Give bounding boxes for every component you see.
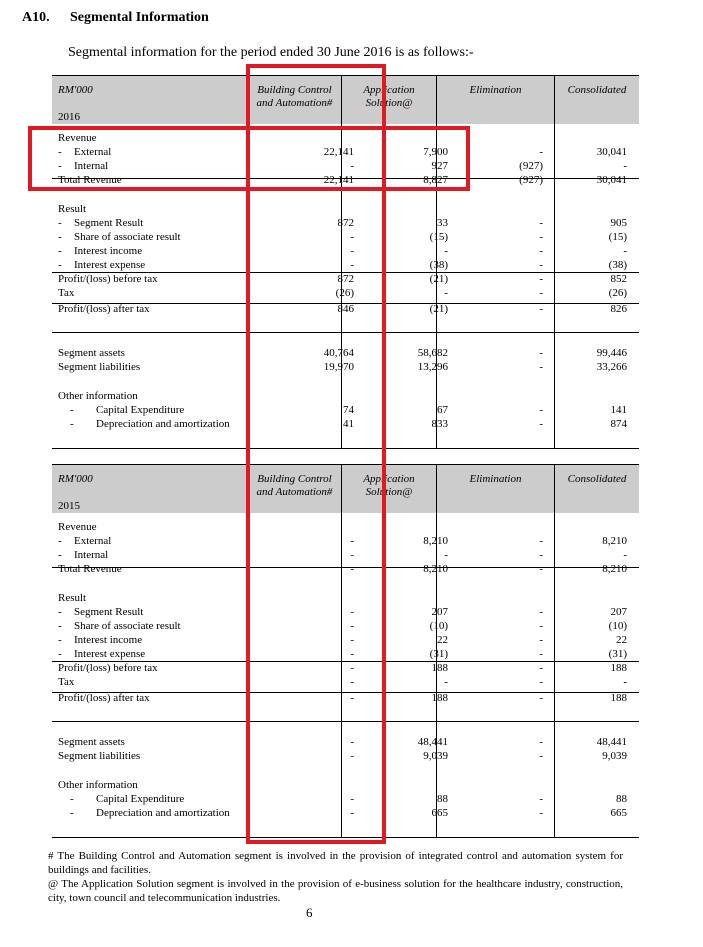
header-elimination: Elimination xyxy=(469,84,522,96)
cell-elimination: (927) xyxy=(519,174,543,186)
cell-elimination: - xyxy=(539,606,543,618)
row-label xyxy=(58,534,111,548)
cell-consolidated: 665 xyxy=(610,807,627,819)
cell-consolidated: 852 xyxy=(610,273,627,285)
cell-elimination: - xyxy=(539,303,543,315)
cell-building-control: - xyxy=(350,160,354,172)
row-label-text: Tax xyxy=(58,287,75,299)
cell-application-solution: 188 xyxy=(431,692,448,704)
cell-elimination: - xyxy=(539,750,543,762)
row-label-text: Other information xyxy=(58,390,138,402)
cell-application-solution: (15) xyxy=(429,231,448,243)
row-label xyxy=(58,591,86,605)
year-label: 2015 xyxy=(58,500,80,512)
cell-consolidated: (38) xyxy=(608,259,627,271)
cell-building-control: 22,141 xyxy=(323,146,354,158)
row-label-text: Depreciation and amortization xyxy=(96,418,230,430)
cell-consolidated: 9,039 xyxy=(602,750,627,762)
row-label xyxy=(58,286,74,300)
header-building-control-1: Building Control xyxy=(257,84,332,96)
cell-building-control: (26) xyxy=(335,287,354,299)
cell-application-solution: (31) xyxy=(429,648,448,660)
row-label-text: Share of associate result xyxy=(74,620,181,632)
cell-elimination: - xyxy=(539,648,543,660)
row-label xyxy=(58,272,158,286)
row-label-text: Tax xyxy=(58,676,75,688)
row-label-text: Interest income xyxy=(74,245,143,257)
header-building-control-1: Building Control xyxy=(257,473,332,485)
cell-building-control: - xyxy=(350,231,354,243)
cell-application-solution: 33 xyxy=(437,217,448,229)
cell-application-solution: (10) xyxy=(429,620,448,632)
intro-text: Segmental information for the period ended 30 June 2016 is as follows:- xyxy=(68,45,474,60)
cell-elimination: - xyxy=(539,736,543,748)
cell-application-solution: 48,441 xyxy=(417,736,448,748)
row-label xyxy=(58,520,96,534)
header-consolidated: Consolidated xyxy=(567,473,627,485)
cell-building-control: - xyxy=(350,676,354,688)
header-elimination: Elimination xyxy=(469,473,522,485)
cell-building-control: - xyxy=(350,259,354,271)
cell-consolidated: - xyxy=(623,549,627,561)
row-label xyxy=(58,360,140,374)
year-label: 2016 xyxy=(58,111,80,123)
cell-consolidated: 141 xyxy=(610,404,627,416)
cell-application-solution: - xyxy=(444,287,448,299)
cell-application-solution: 8,210 xyxy=(423,535,448,547)
cell-consolidated: 30,041 xyxy=(596,174,627,186)
cell-elimination: - xyxy=(539,259,543,271)
row-label-text: Share of associate result xyxy=(74,231,181,243)
cell-elimination: - xyxy=(539,563,543,575)
cell-elimination: - xyxy=(539,231,543,243)
cell-application-solution: (21) xyxy=(429,273,448,285)
cell-elimination: - xyxy=(539,404,543,416)
row-label xyxy=(58,230,181,244)
cell-consolidated: - xyxy=(623,160,627,172)
row-label xyxy=(58,258,145,272)
row-label-text: External xyxy=(74,146,112,158)
cell-application-solution: 8,827 xyxy=(423,174,448,186)
row-label xyxy=(58,389,138,403)
cell-application-solution: 7,900 xyxy=(423,146,448,158)
row-label xyxy=(58,633,142,647)
cell-application-solution: 22 xyxy=(437,634,448,646)
cell-building-control: - xyxy=(350,245,354,257)
cell-elimination: (927) xyxy=(519,160,543,172)
row-label-text: Result xyxy=(58,203,87,215)
cell-application-solution: - xyxy=(444,676,448,688)
row-label-text: Depreciation and amortization xyxy=(96,807,230,819)
footnote-application-solution: @ The Application Solution segment is involved in the provision of e-business solution for the healthcare industry, construction, city, town council and telecommunication industries. xyxy=(48,878,623,904)
row-label-text: Interest income xyxy=(74,634,143,646)
cell-building-control: - xyxy=(350,549,354,561)
cell-elimination: - xyxy=(539,549,543,561)
unit-label: RM'000 xyxy=(58,473,93,485)
row-label xyxy=(58,302,150,316)
row-label xyxy=(58,417,230,431)
cell-application-solution: 88 xyxy=(437,793,448,805)
row-label xyxy=(58,403,184,417)
cell-building-control: - xyxy=(350,692,354,704)
cell-consolidated: 826 xyxy=(610,303,627,315)
row-label xyxy=(58,675,74,689)
cell-elimination: - xyxy=(539,662,543,674)
cell-building-control: 872 xyxy=(337,273,354,285)
cell-consolidated: 188 xyxy=(610,692,627,704)
cell-consolidated: 905 xyxy=(610,217,627,229)
cell-elimination: - xyxy=(539,692,543,704)
cell-consolidated: 874 xyxy=(610,418,627,430)
cell-building-control: - xyxy=(350,535,354,547)
cell-application-solution: 665 xyxy=(431,807,448,819)
cell-elimination: - xyxy=(539,287,543,299)
cell-elimination: - xyxy=(539,245,543,257)
row-label xyxy=(58,562,122,576)
row-label-text: Profit/(loss) after tax xyxy=(58,303,150,315)
row-label-text: External xyxy=(74,535,112,547)
cell-consolidated: 48,441 xyxy=(596,736,627,748)
cell-consolidated: - xyxy=(623,676,627,688)
cell-elimination: - xyxy=(539,807,543,819)
row-label xyxy=(58,806,230,820)
cell-application-solution: 9,039 xyxy=(423,750,448,762)
row-label xyxy=(58,735,125,749)
highlight-box-revenue-2016 xyxy=(28,126,470,191)
row-label-text: Segment Result xyxy=(74,217,144,229)
row-label xyxy=(58,605,143,619)
cell-building-control: - xyxy=(350,736,354,748)
cell-elimination: - xyxy=(539,347,543,359)
row-label-text: Segment Result xyxy=(74,606,144,618)
section-heading xyxy=(22,10,209,26)
row-label-text: Segment assets xyxy=(58,736,125,748)
cell-application-solution: 833 xyxy=(431,418,448,430)
row-label-text: Total Revenue xyxy=(58,174,122,186)
cell-elimination: - xyxy=(539,620,543,632)
row-label-text: Total Revenue xyxy=(58,563,122,575)
cell-building-control: - xyxy=(350,793,354,805)
cell-consolidated: 99,446 xyxy=(596,347,627,359)
cell-building-control: 74 xyxy=(343,404,354,416)
row-label xyxy=(58,792,184,806)
row-label xyxy=(58,778,138,792)
row-label xyxy=(58,749,140,763)
row-label-text: Result xyxy=(58,592,87,604)
cell-consolidated: (10) xyxy=(608,620,627,632)
cell-elimination: - xyxy=(539,418,543,430)
cell-building-control: - xyxy=(350,563,354,575)
row-label-text: Revenue xyxy=(58,132,97,144)
row-label xyxy=(58,346,125,360)
cell-building-control: - xyxy=(350,662,354,674)
cell-elimination: - xyxy=(539,146,543,158)
cell-consolidated: 88 xyxy=(616,793,627,805)
cell-building-control: 846 xyxy=(337,303,354,315)
header-application-solution-2: Solution@ xyxy=(365,486,413,498)
row-label-text: Profit/(loss) before tax xyxy=(58,662,158,674)
header-consolidated: Consolidated xyxy=(567,84,627,96)
row-label-text: Profit/(loss) before tax xyxy=(58,273,158,285)
cell-application-solution: 207 xyxy=(431,606,448,618)
cell-application-solution: - xyxy=(444,245,448,257)
row-label-text: Interest expense xyxy=(74,259,146,271)
row-label xyxy=(58,619,181,633)
cell-application-solution: (21) xyxy=(429,303,448,315)
cell-building-control: - xyxy=(350,807,354,819)
cell-building-control: 40,764 xyxy=(323,347,354,359)
row-label xyxy=(58,202,86,216)
cell-consolidated: (26) xyxy=(608,287,627,299)
row-label-text: Internal xyxy=(74,160,109,172)
header-application-solution-1: Application xyxy=(363,473,415,485)
row-label xyxy=(58,647,145,661)
cell-elimination: - xyxy=(539,634,543,646)
footnote-building-control: # The Building Control and Automation segment is involved in the provision of integrated control and automation system for buildings and facilities. xyxy=(48,850,623,876)
cell-application-solution: 67 xyxy=(437,404,448,416)
row-label-text: Profit/(loss) after tax xyxy=(58,692,150,704)
cell-application-solution: 927 xyxy=(431,160,448,172)
cell-elimination: - xyxy=(539,273,543,285)
cell-consolidated: 188 xyxy=(610,662,627,674)
cell-consolidated: (15) xyxy=(608,231,627,243)
page-number: 6 xyxy=(306,905,313,920)
cell-building-control: - xyxy=(350,648,354,660)
cell-application-solution: (38) xyxy=(429,259,448,271)
cell-building-control: - xyxy=(350,634,354,646)
cell-building-control: 872 xyxy=(337,217,354,229)
row-label xyxy=(58,244,142,258)
cell-elimination: - xyxy=(539,793,543,805)
cell-consolidated: 33,266 xyxy=(596,361,627,373)
cell-elimination: - xyxy=(539,676,543,688)
cell-application-solution: 8,210 xyxy=(423,563,448,575)
section-number: A10. xyxy=(22,10,50,25)
cell-consolidated: 22 xyxy=(616,634,627,646)
cell-consolidated: 8,210 xyxy=(602,563,627,575)
row-label-text: Segment assets xyxy=(58,347,125,359)
cell-building-control: 22,141 xyxy=(323,174,354,186)
cell-consolidated: 30,041 xyxy=(596,146,627,158)
row-label-text: Internal xyxy=(74,549,109,561)
row-label xyxy=(58,661,158,675)
cell-application-solution: 188 xyxy=(431,662,448,674)
cell-building-control: - xyxy=(350,750,354,762)
cell-consolidated: 207 xyxy=(610,606,627,618)
row-label-text: Segment liabilities xyxy=(58,361,141,373)
row-label-text: Interest expense xyxy=(74,648,146,660)
header-building-control-2: and Automation# xyxy=(256,97,333,109)
cell-application-solution: - xyxy=(444,549,448,561)
row-label-text: Segment liabilities xyxy=(58,750,141,762)
cell-application-solution: 13,296 xyxy=(417,361,448,373)
row-label-text: Capital Expenditure xyxy=(96,793,185,805)
row-label xyxy=(58,691,150,705)
cell-elimination: - xyxy=(539,361,543,373)
row-label-text: Other information xyxy=(58,779,138,791)
row-label xyxy=(58,548,108,562)
header-building-control-2: and Automation# xyxy=(256,486,333,498)
section-title: Segmental Information xyxy=(70,10,209,25)
cell-building-control: 19,970 xyxy=(323,361,354,373)
row-label-text: Capital Expenditure xyxy=(96,404,185,416)
row-label xyxy=(58,216,143,230)
unit-label: RM'000 xyxy=(58,84,93,96)
cell-building-control: 41 xyxy=(343,418,354,430)
row-label-text: Revenue xyxy=(58,521,97,533)
cell-consolidated: (31) xyxy=(608,648,627,660)
cell-consolidated: - xyxy=(623,245,627,257)
cell-consolidated: 8,210 xyxy=(602,535,627,547)
header-application-solution-1: Application xyxy=(363,84,415,96)
cell-building-control: - xyxy=(350,620,354,632)
cell-elimination: - xyxy=(539,535,543,547)
header-application-solution-2: Solution@ xyxy=(365,97,413,109)
cell-elimination: - xyxy=(539,217,543,229)
cell-application-solution: 58,682 xyxy=(417,347,448,359)
cell-building-control: - xyxy=(350,606,354,618)
